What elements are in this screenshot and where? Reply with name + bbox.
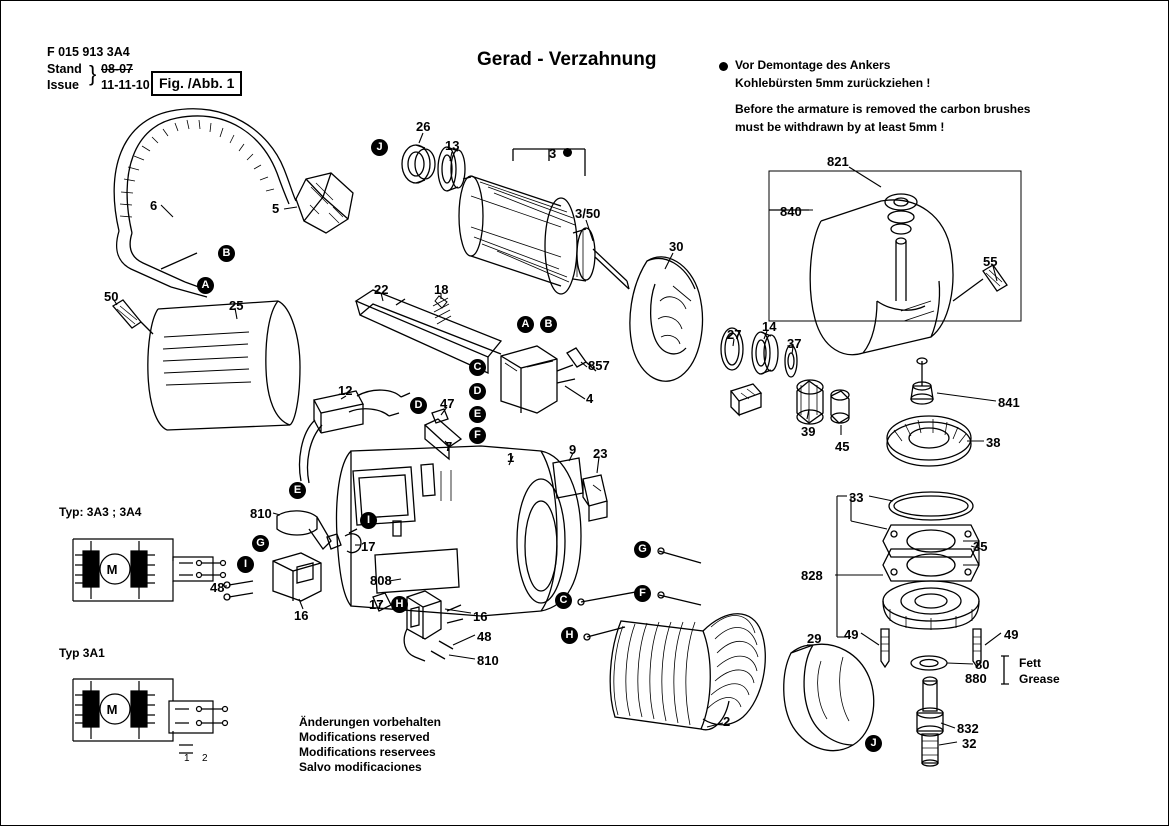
issue-label: Issue [47,78,79,92]
callout-50: 50 [104,289,119,304]
letter-callout-j-top: J [371,139,388,156]
letter-callout-h-coil: H [561,627,578,644]
note-line-1: Vor Demontage des Ankers [735,58,891,72]
callout-48-left: 48 [210,580,225,595]
callout-12: 12 [338,383,353,398]
callout-17-lower: 17 [369,597,384,612]
callout-26: 26 [416,119,431,134]
callout-35: 35 [973,539,988,554]
callout-810-right: 810 [477,653,499,668]
callout-832: 832 [957,721,979,736]
callout-3-50: 3/50 [575,206,601,221]
callout-29: 29 [807,631,822,646]
callout-49-left: 49 [844,627,859,642]
note-line-4: must be withdrawn by at least 5mm ! [735,120,945,134]
callout-48-right: 48 [477,629,492,644]
page-title: Gerad - Verzahnung [477,49,657,70]
callout-27: 27 [727,327,742,342]
date-brace: } [89,61,97,86]
letter-callout-a-switch: A [517,316,534,333]
callout-14: 14 [762,319,777,334]
letter-callout-b-switch: B [540,316,557,333]
callout-3: 3 [549,146,557,161]
letter-callout-i-lower: I [237,556,254,573]
callout-808: 808 [370,573,392,588]
callout-80: 80 [975,657,990,672]
part-number: F 015 913 3A4 [47,45,130,59]
issue-date: 11-11-10 [101,78,150,92]
callout-16-left: 16 [294,608,309,623]
callout-33: 33 [849,490,864,505]
letter-callout-c-switch: C [469,359,486,376]
footer-line-3: Modifications reservees [299,745,436,759]
callout-821: 821 [827,154,849,169]
callout-39: 39 [801,424,816,439]
callout-16-right: 16 [473,609,488,624]
letter-callout-f-switch: F [469,427,486,444]
callout-17-upper: 17 [361,539,376,554]
callout-4: 4 [586,391,594,406]
note-line-3: Before the armature is removed the carbon brushes [735,102,1031,116]
callout-38: 38 [986,435,1001,450]
footer-line-2: Modifications reserved [299,730,430,744]
letter-callout-b-cord: B [218,245,235,262]
callout-810-left: 810 [250,506,272,521]
footer-line-1: Änderungen vorbehalten [299,715,442,729]
callout-5: 5 [272,201,280,216]
callout-857: 857 [588,358,610,373]
letter-callout-j-guard: J [865,735,882,752]
letter-callout-g-brush: G [252,535,269,552]
callout-13: 13 [445,138,460,153]
figure-label: Fig. /Abb. 1 [151,71,242,96]
wiring-diagram-3a3-3a4 [53,521,243,631]
callout-841: 841 [998,395,1020,410]
letter-callout-d-switch: D [469,383,486,400]
terminal-label-2: 2 [202,753,208,764]
callout-25: 25 [229,298,244,313]
callout-23: 23 [593,446,608,461]
callout-840: 840 [780,204,802,219]
callout-7: 7 [445,439,453,454]
callout-18: 18 [434,282,449,297]
motor-symbol-3a3: M [106,562,118,577]
stand-date: 08-07 [101,62,133,76]
legend-grease-en: Grease [1019,672,1060,686]
callout-32: 32 [962,736,977,751]
footer-line-4: Salvo modificaciones [299,760,422,774]
terminal-label-1: 1 [184,753,190,764]
letter-callout-h-brush: H [391,596,408,613]
note-line-2: Kohlebürsten 5mm zurückziehen ! [735,76,931,90]
callout-30: 30 [669,239,684,254]
callout-9: 9 [569,442,577,457]
variant-label-3a3-3a4: Typ: 3A3 ; 3A4 [59,505,142,519]
letter-callout-a-cord: A [197,277,214,294]
callout-37: 37 [787,336,802,351]
letter-callout-d-cap: D [410,397,427,414]
letter-callout-e-switch: E [469,406,486,423]
callout-880: 880 [965,671,987,686]
callout-2: 2 [723,714,731,729]
stand-label: Stand [47,62,82,76]
callout-47: 47 [440,396,455,411]
callout-828: 828 [801,568,823,583]
letter-callout-i-upper: I [360,512,377,529]
variant-label-3a1: Typ 3A1 [59,646,105,660]
letter-callout-f-coil: F [634,585,651,602]
callout-55: 55 [983,254,998,269]
letter-callout-e-cap: E [289,482,306,499]
letter-callout-g-coil: G [634,541,651,558]
callout-6: 6 [150,198,158,213]
legend-grease-de: Fett [1019,656,1041,670]
letter-callout-c-coil: C [555,592,572,609]
callout-22: 22 [374,282,389,297]
callout-49-right: 49 [1004,627,1019,642]
motor-symbol-3a1: M [106,702,118,717]
wiring-diagram-3a1 [53,661,243,776]
callout-1: 1 [507,450,515,465]
callout-45: 45 [835,439,850,454]
